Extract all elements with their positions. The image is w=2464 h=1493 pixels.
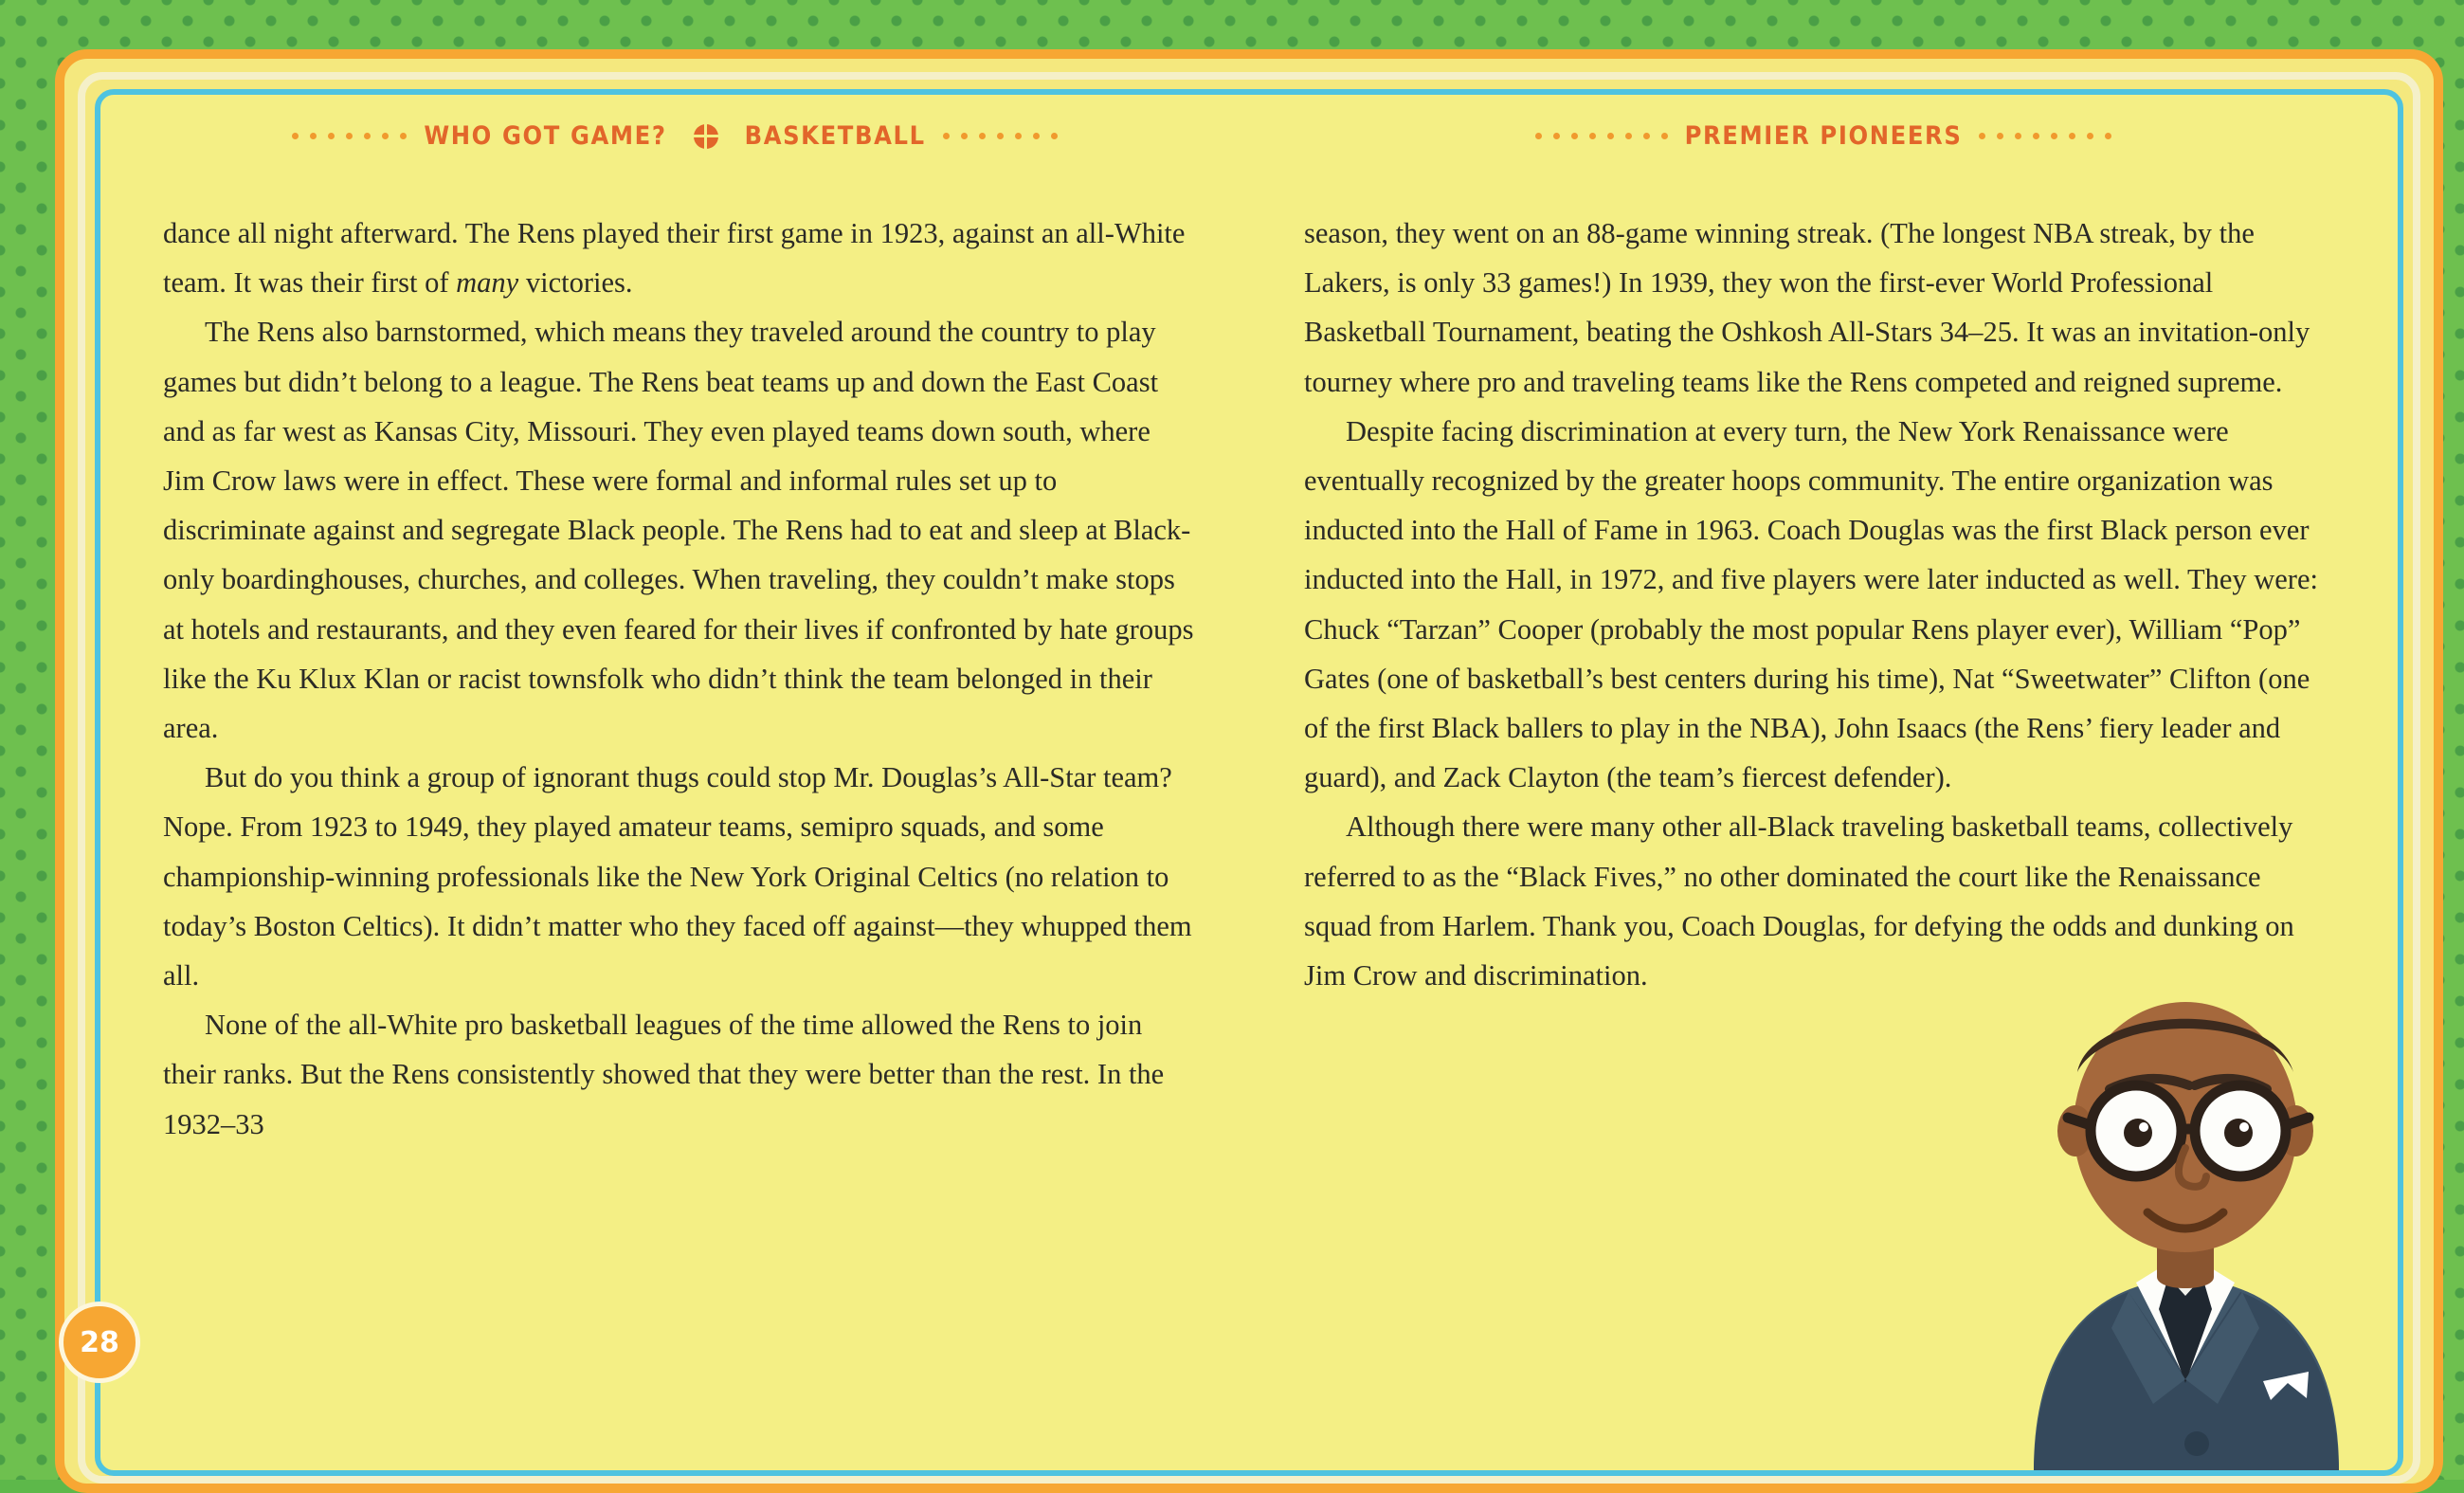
body-text: Although there were many other all-Black traveling basketball teams, collectively referred to as the “Black Fives,” no other dominated the court like the Renaissance squad from Harlem. Thank you, Coach Douglas, for defying the odds and dunking on Jim Crow and discrimination. xyxy=(1304,810,2294,992)
dot-rule-right-2 xyxy=(1979,133,2111,139)
body-text: The Rens also barnstormed, which means they traveled around the country to play games but didn’t belong to a league. The Rens beat teams up and down the East Coast and as far west as Kansas City, Missouri. They even played teams down south, where Jim Crow laws were in effect. These were formal and informal rules set up to discriminate against and segregate Black people. The Rens had to eat and sleep at Black-only boardinghouses, churches, and colleges. When traveling, they couldn’t make stops at hotels and restaurants, and they even feared for their lives if confronted by hate groups like the Ku Klux Klan or racist townsfolk who didn’t think the team belonged in their area. xyxy=(163,316,1194,745)
dot-rule-left xyxy=(292,133,407,139)
dot-rule-left-2 xyxy=(943,133,1058,139)
page-number-badge: 28 xyxy=(59,1302,140,1383)
text-column-left xyxy=(163,209,1249,1470)
paragraph xyxy=(163,753,1194,1000)
page-frame-middle xyxy=(78,72,2420,1484)
body-text: dance all night afterward. The Rens played their first game in 1923, against an all-White team. It was their first of xyxy=(163,217,1186,300)
basketball-icon xyxy=(694,124,718,149)
page-frame-outer xyxy=(55,49,2443,1493)
body-text: None of the all-White pro basketball leagues of the time allowed the Rens to join their ranks. But the Rens consistently showed that they were better than the rest. In the 1932–33 xyxy=(163,1009,1165,1140)
paragraph xyxy=(1304,209,2335,407)
page-frame-inner xyxy=(95,89,2403,1476)
paragraph xyxy=(163,1000,1194,1149)
paragraph xyxy=(1304,802,2335,1000)
body-text: Despite facing discrimination at every turn, the New York Renaissance were eventually recognized by the greater hoops community. The entire organization was inducted into the Hall of Fame in 1963. Coach Douglas was the first Black person ever inducted into the Hall, in 1972, and five players were later inducted as well. They were: Chuck “Tarzan” Cooper (probably the most popular Rens player ever), William “Pop” Gates (one of basketball’s best centers during his time), Nat “Sweetwater” Clifton (one of the first Black ballers to play in the NBA), John Isaacs (the Rens’ fiery leader and guard), and Zack Clayton (the team’s fiercest defender). xyxy=(1304,414,2318,794)
body-text: season, they went on an 88-game winning streak. (The longest NBA streak, by the Lakers, is only 33 games!) In 1939, they won the first-ever World Professional Basketball Tournament, beating the Oshkosh All-Stars 34–25. It was an invitation-only tourney where pro and traveling teams like the Rens competed and reigned supreme. xyxy=(1304,217,2310,398)
paragraph xyxy=(163,209,1194,307)
running-head-right xyxy=(1249,121,2398,151)
paragraph xyxy=(1304,407,2335,803)
body-columns xyxy=(100,209,2398,1470)
body-text: victories. xyxy=(518,266,633,300)
emphasis-text: many xyxy=(456,266,519,300)
running-head-left-subtitle: BASKETBALL xyxy=(744,121,926,151)
body-text: But do you think a group of ignorant thugs could stop Mr. Douglas’s All-Star team? Nope. From 1923 to 1949, they played amateur teams, semipro squads, and some championship-winning professionals like the New York Original Celtics (no relation to today’s Boston Celtics). It didn’t matter who they faced off against—they whupped them all. xyxy=(163,761,1192,992)
running-head-left xyxy=(100,121,1249,151)
running-head-left-title: WHO GOT GAME? xyxy=(424,121,667,151)
text-column-right xyxy=(1249,209,2335,1470)
running-heads xyxy=(100,121,2398,151)
running-head-right-title: PREMIER PIONEERS xyxy=(1684,121,1963,151)
paragraph xyxy=(163,307,1194,753)
dot-rule-right xyxy=(1535,133,1668,139)
